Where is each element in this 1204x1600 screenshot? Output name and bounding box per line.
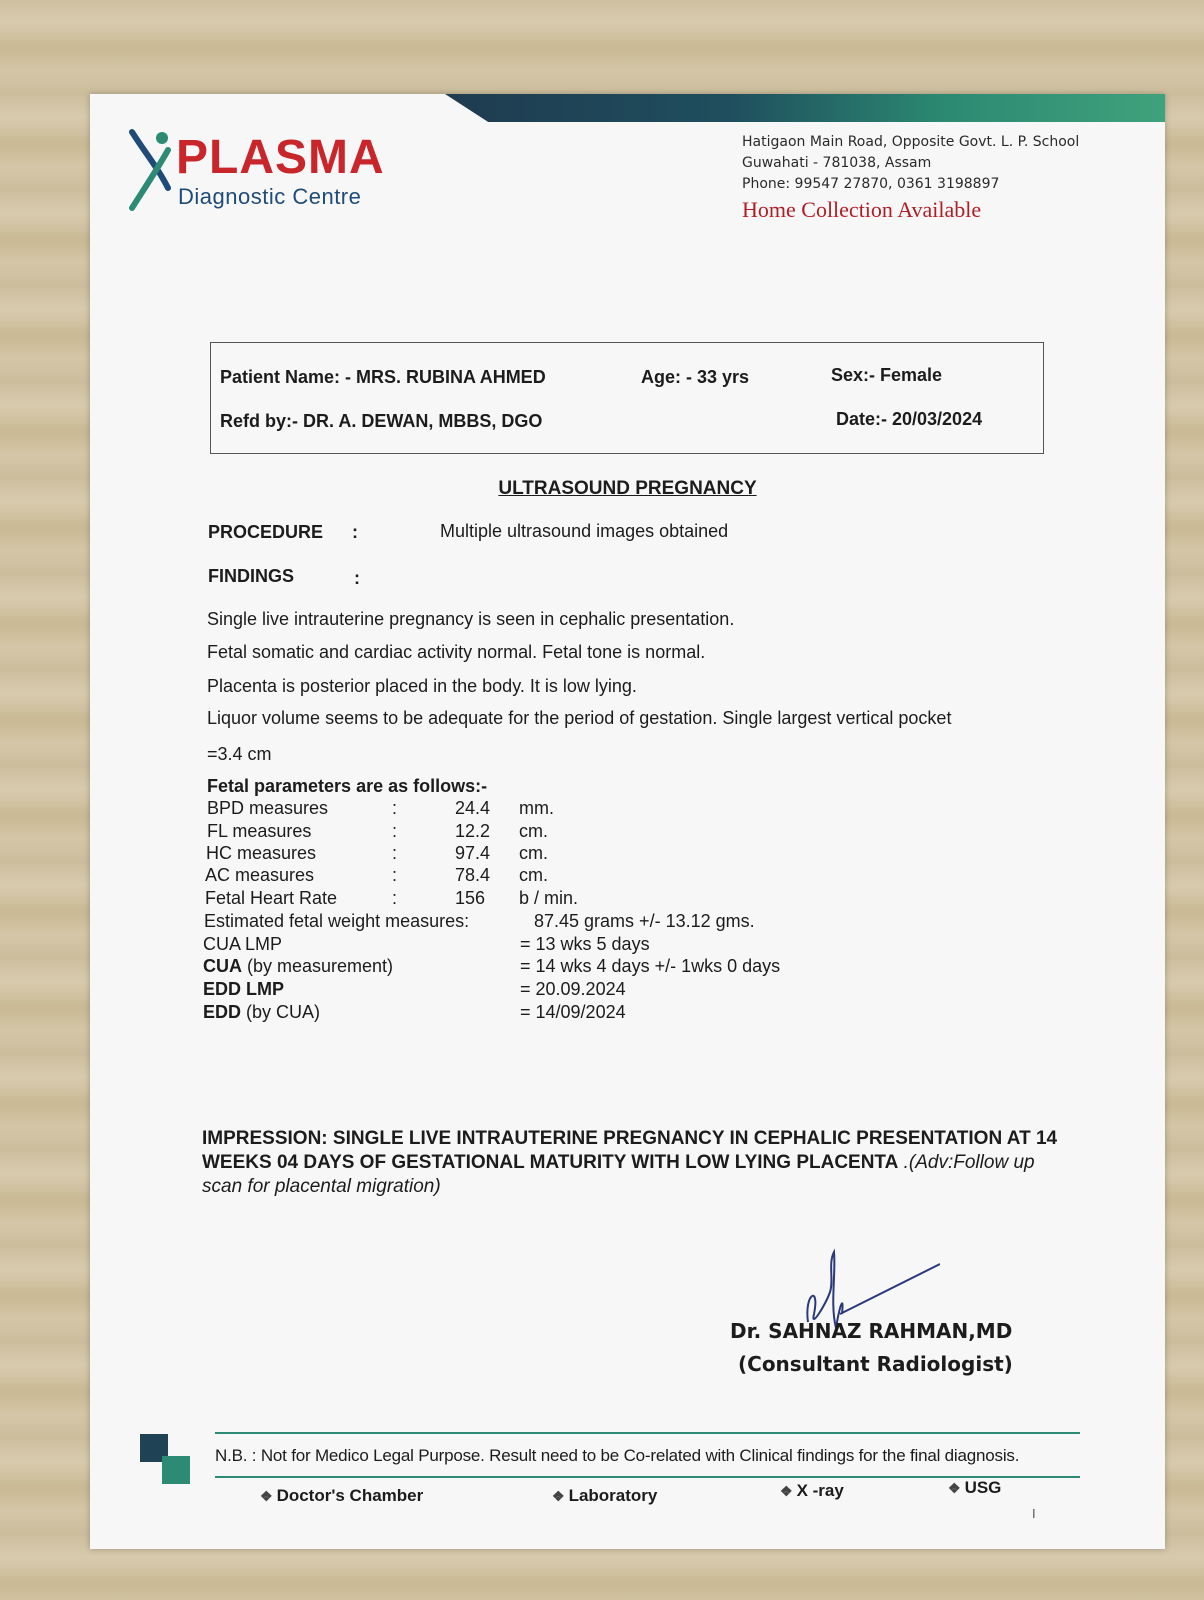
- param-colon: :: [392, 843, 398, 863]
- service-item: [552, 1486, 657, 1506]
- diamond-bullet-icon: ❖: [552, 1488, 565, 1504]
- diamond-bullet-icon: ❖: [948, 1480, 961, 1496]
- diamond-bullet-icon: ❖: [780, 1483, 793, 1499]
- param-label: HC measures: [206, 843, 317, 863]
- param-colon: :: [392, 865, 398, 885]
- signature-block: [730, 1274, 1060, 1434]
- service-label: USG: [964, 1478, 1002, 1497]
- edd-lmp-label: EDD LMP: [203, 979, 284, 999]
- param-label: BPD measures: [207, 798, 329, 818]
- report-date: Date:- 20/03/2024: [836, 409, 983, 429]
- procedure-value: Multiple ultrasound images obtained: [440, 521, 729, 541]
- cua-measurement-value: = 14 wks 4 days +/- 1wks 0 days: [520, 956, 781, 976]
- impression-text: IMPRESSION: SINGLE LIVE INTRAUTERINE PREGNANCY IN CEPHALIC PRESENTATION AT 14 WEEKS 04 DAYS OF GESTATIONAL MATURITY WITH LOW LYING PLACENTA: [202, 1128, 1058, 1173]
- cua-rest: (by measurement): [242, 956, 394, 976]
- edd-cua-label: [203, 1002, 320, 1023]
- address-line-2: Guwahati - 781038, Assam: [742, 155, 932, 171]
- param-unit: mm.: [519, 798, 554, 818]
- impression-block: [202, 1127, 1062, 1199]
- param-unit: b / min.: [519, 888, 579, 908]
- param-label: AC measures: [205, 865, 315, 885]
- patient-age: Age: - 33 yrs: [641, 367, 750, 387]
- plasma-logo: [128, 124, 418, 214]
- cua-lmp-value: = 13 wks 5 days: [520, 934, 650, 954]
- address-block: [742, 132, 1079, 225]
- footer-divider-top: [215, 1432, 1080, 1434]
- findings-label: FINDINGS: [208, 566, 295, 586]
- param-value: 97.4: [455, 843, 491, 863]
- service-item: [260, 1486, 423, 1506]
- report-title: ULTRASOUND PREGNANCY: [498, 478, 757, 499]
- param-value: 78.4: [455, 865, 491, 885]
- param-unit: cm.: [519, 821, 548, 841]
- report-sheet: [90, 94, 1165, 1549]
- edd-bold: EDD: [203, 1002, 242, 1022]
- param-label: FL measures: [207, 821, 312, 841]
- cua-bold: CUA: [203, 956, 242, 976]
- header-color-band: [445, 94, 1165, 122]
- page-mark: I: [1032, 1506, 1036, 1521]
- patient-info-box: [210, 342, 1044, 454]
- green-square: [162, 1456, 190, 1484]
- disclaimer-note: N.B. : Not for Medico Legal Purpose. Result need to be Co-related with Clinical findings for the final diagnosis.: [215, 1446, 1020, 1465]
- param-value: 12.2: [455, 821, 491, 841]
- impression-advice: .(Adv:Follow up scan for placental migration): [202, 1152, 1035, 1197]
- param-colon: :: [392, 798, 398, 818]
- referred-by: Refd by:- DR. A. DEWAN, MBBS, DGO: [220, 411, 543, 431]
- address-line-1: Hatigaon Main Road, Opposite Govt. L. P. School: [742, 134, 1080, 150]
- service-label: Doctor's Chamber: [276, 1486, 424, 1505]
- param-unit: cm.: [519, 865, 548, 885]
- param-unit: cm.: [519, 843, 548, 863]
- brand-subtitle: Diagnostic Centre: [178, 184, 362, 209]
- service-label: X -ray: [796, 1481, 844, 1500]
- finding-line: Placenta is posterior placed in the body. It is low lying.: [207, 676, 637, 696]
- procedure-label: PROCEDURE: [208, 522, 324, 542]
- finding-line: Fetal somatic and cardiac activity normal. Fetal tone is normal.: [207, 642, 706, 662]
- param-colon: :: [392, 821, 398, 841]
- finding-line: Single live intrauterine pregnancy is seen in cephalic presentation.: [207, 609, 735, 629]
- radiologist-title: (Consultant Radiologist): [738, 1352, 1013, 1376]
- edd-cua-value: = 14/09/2024: [520, 1002, 626, 1022]
- footer-logo-squares: [140, 1434, 200, 1494]
- service-item: [780, 1481, 844, 1501]
- efw-value: 87.45 grams +/- 13.12 gms.: [534, 911, 755, 931]
- edd-lmp-value: = 20.09.2024: [520, 979, 626, 999]
- patient-name: Patient Name: - MRS. RUBINA AHMED: [220, 367, 546, 387]
- edd-rest: (by CUA): [241, 1002, 321, 1022]
- finding-line: =3.4 cm: [207, 744, 272, 764]
- finding-line: Liquor volume seems to be adequate for the period of gestation. Single largest vertical pocket: [207, 708, 952, 728]
- figure-logo-icon: [128, 124, 178, 214]
- param-label: Fetal Heart Rate: [205, 888, 338, 908]
- radiologist-name: Dr. SAHNAZ RAHMAN,MD: [730, 1319, 1013, 1343]
- param-value: 24.4: [455, 798, 491, 818]
- procedure-colon: :: [352, 522, 358, 542]
- service-label: Laboratory: [568, 1486, 658, 1505]
- efw-label: Estimated fetal weight measures:: [204, 911, 470, 931]
- param-value: 156: [455, 888, 486, 908]
- diamond-bullet-icon: ❖: [260, 1488, 273, 1504]
- patient-sex: Sex:- Female: [831, 365, 943, 385]
- phone-line: Phone: 99547 27870, 0361 3198897: [742, 176, 1000, 192]
- cua-measurement-label: [203, 956, 393, 977]
- service-item: [948, 1478, 1001, 1498]
- home-collection-text: Home Collection Available: [742, 197, 982, 222]
- findings-colon: :: [354, 568, 360, 588]
- param-colon: :: [392, 888, 398, 908]
- cua-lmp-label: CUA LMP: [203, 934, 283, 954]
- brand-name: PLASMA: [176, 131, 385, 184]
- fetal-params-heading: Fetal parameters are as follows:-: [207, 776, 488, 796]
